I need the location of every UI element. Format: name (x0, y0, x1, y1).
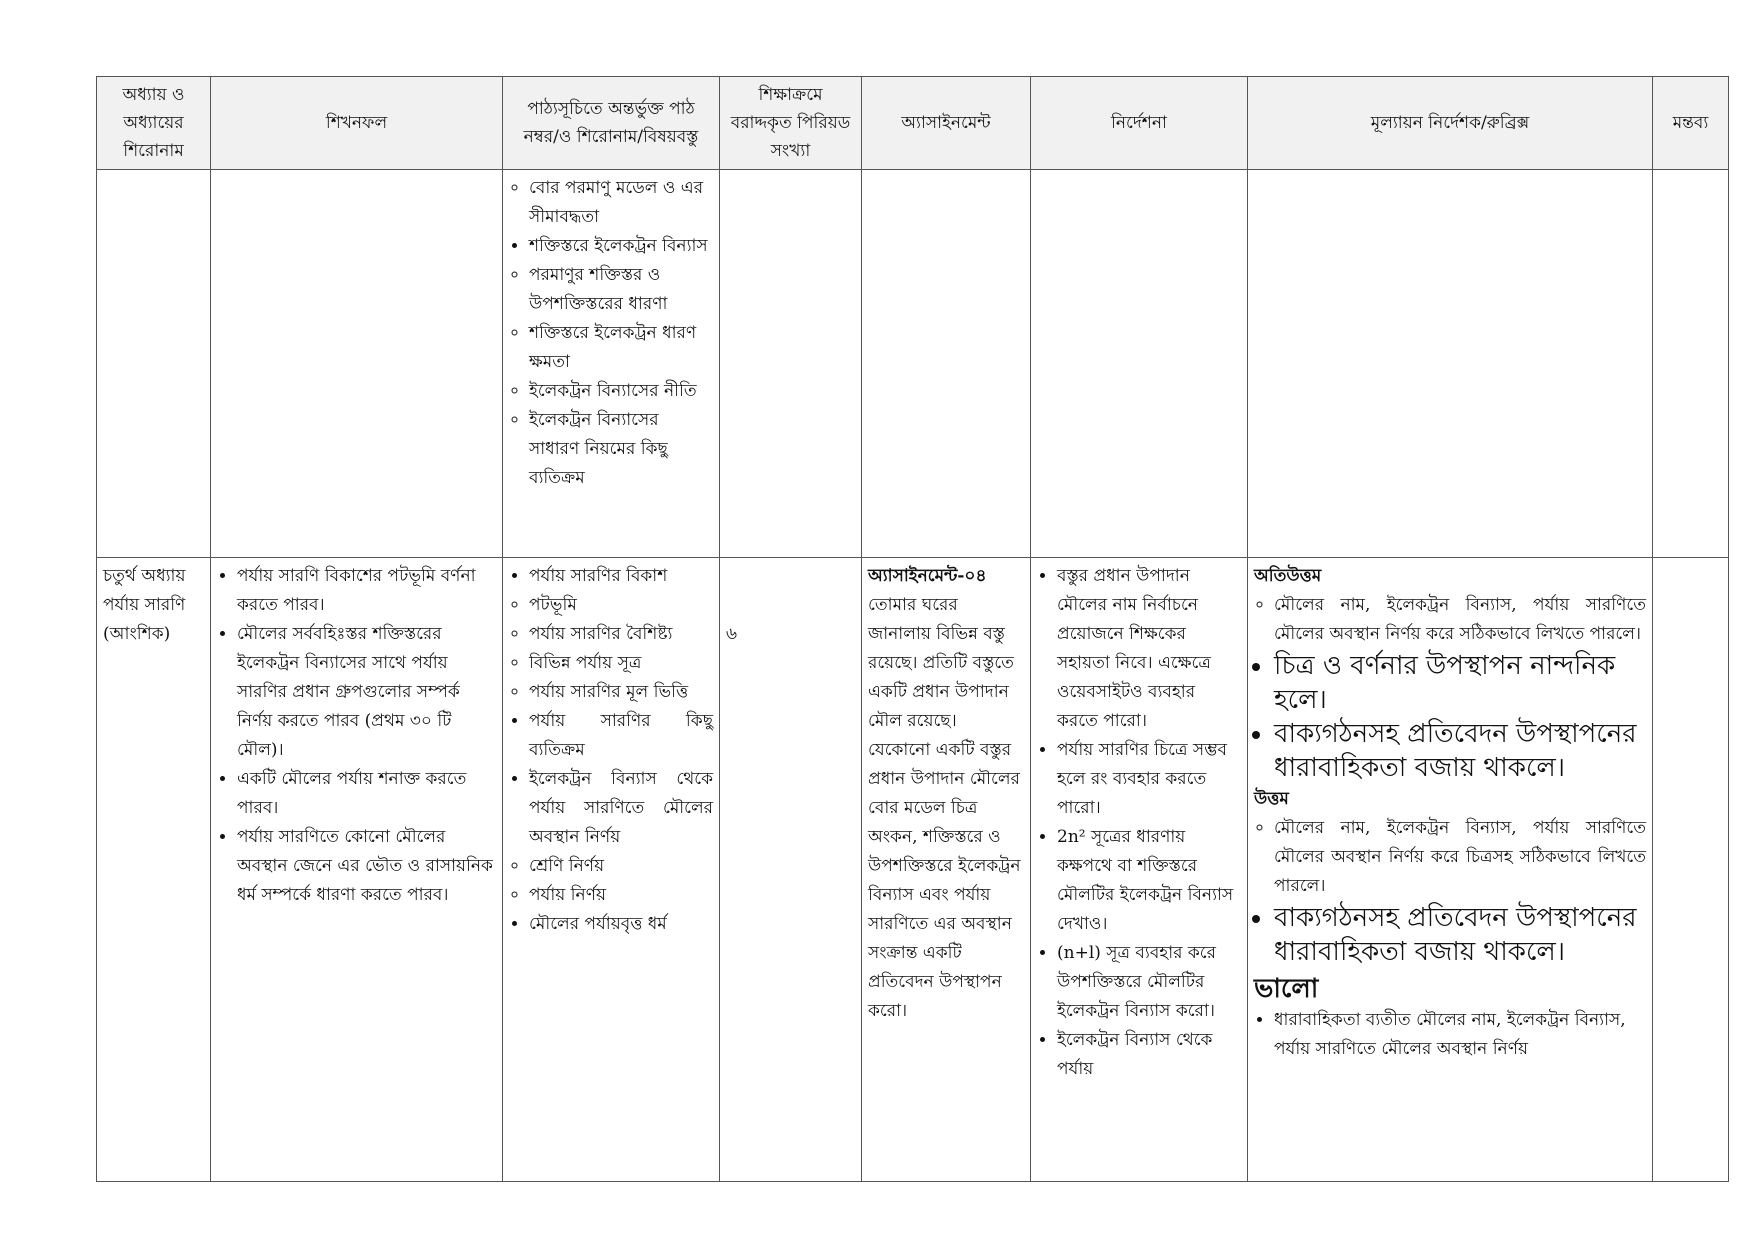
assignment-text: তোমার ঘরের জানালায় বিভিন্ন বস্তু রয়েছে। প্রতিটি বস্তুতে একটি প্রধান উপাদান মৌল রয়েছে। যেকোনো একটি বস্তুর প্রধান উপাদান মৌলের বোর মডেল চিত্র অংকন, শক্তিস্তরে ও উপশক্তিস্তরে ইলেকট্রন বিন্যাস এবং পর্যায় সারণিতে এর অবস্থান সংক্রান্ত একটি প্রতিবেদন উপস্থাপন করো। (868, 595, 1021, 1021)
header-assignment: অ্যাসাইনমেন্ট (862, 77, 1031, 170)
cell-outcomes-empty (211, 170, 503, 558)
header-lesson-content: পাঠ্যসূচিতে অন্তর্ভুক্ত পাঠ নম্বর/ও শিরোনাম/বিষয়বস্তু (503, 77, 720, 170)
list-item: • একটি মৌলের পর্যায় শনাক্ত করতে পারব। (237, 765, 496, 823)
table-row (97, 170, 1729, 558)
period-count: ৬ (726, 624, 738, 644)
list-item: ◦ শক্তিস্তরে ইলেকট্রন ধারণ ক্ষমতা (529, 319, 713, 377)
list-item: • পর্যায় সারণির বিকাশ (529, 562, 713, 591)
list-item: • শক্তিস্তরে ইলেকট্রন বিন্যাস (529, 232, 713, 261)
cell-periods (720, 558, 862, 1182)
header-chapter: অধ্যায় ও অধ্যায়ের শিরোনাম (97, 77, 211, 170)
cell-assignment (862, 558, 1031, 1182)
cell-remarks (1653, 558, 1729, 1182)
assignment-title: অ্যাসাইনমেন্ট-০৪ (868, 566, 987, 586)
list-item: ◦ ইলেকট্রন বিন্যাসের সাধারণ নিয়মের কিছু ব্যতিক্রম (529, 406, 713, 493)
list-item: • পর্যায় সারণি বিকাশের পটভূমি বর্ণনা করতে পারব। (237, 562, 496, 620)
header-guidelines: নির্দেশনা (1031, 77, 1248, 170)
outcomes-list (217, 562, 496, 910)
list-item: ◦ ইলেকট্রন বিন্যাসের নীতি (529, 377, 713, 406)
rubric-good-list (1254, 814, 1646, 901)
cell-rubric-empty (1248, 170, 1653, 558)
rubric-excellent-label: অতিউত্তম (1254, 566, 1322, 586)
list-item: • ধারাবাহিকতা ব্যতীত মৌলের নাম, ইলেকট্রন বিন্যাস, পর্যায় সারণিতে মৌলের অবস্থান নির্ণয় (1274, 1006, 1646, 1064)
rubric-fair-label: ভালো (1254, 974, 1319, 1004)
rubric-excellent-list-large (1254, 649, 1646, 785)
list-item: • মৌলের পর্যায়বৃত্ত ধর্ম (529, 910, 713, 939)
cell-chapter-empty (97, 170, 211, 558)
cell-chapter: চতুর্থ অধ্যায় পর্যায় সারণি (আংশিক) (97, 558, 211, 1182)
list-item: • চিত্র ও বর্ণনার উপস্থাপন নান্দনিক হলে। (1274, 649, 1646, 717)
list-item: ◦ পর্যায় সারণির মূল ভিত্তি (529, 678, 713, 707)
list-item: • বস্তুর প্রধান উপাদান মৌলের নাম নির্বাচনে প্রয়োজনে শিক্ষকের সহায়তা নিবে। এক্ষেত্রে ওয়েবসাইটও ব্যবহার করতে পারো। (1057, 562, 1241, 736)
header-row (97, 77, 1729, 170)
list-item: • বাক্যগঠনসহ প্রতিবেদন উপস্থাপনের ধারাবাহিকতা বজায় থাকলে। (1274, 717, 1646, 785)
syllabus-table (96, 76, 1729, 1182)
list-item: • মৌলের সর্ববহিঃস্তর শক্তিস্তরের ইলেকট্রন বিন্যাসের সাথে পর্যায় সারণির প্রধান গ্রুপগুলোর সম্পর্ক নির্ণয় করতে পারব (প্রথম ৩০ টি মৌল)। (237, 620, 496, 765)
list-item: ◦ শ্রেণি নির্ণয় (529, 852, 713, 881)
list-item: • ইলেকট্রন বিন্যাস থেকে পর্যায় (1057, 1026, 1241, 1084)
cell-periods-empty (720, 170, 862, 558)
header-learning-outcomes: শিখনফল (211, 77, 503, 170)
cell-guidelines (1031, 558, 1248, 1182)
list-item: ◦ বোর পরমাণু মডেল ও এর সীমাবদ্ধতা (529, 174, 713, 232)
list-item: ◦ মৌলের নাম, ইলেকট্রন বিন্যাস, পর্যায় সারণিতে মৌলের অবস্থান নির্ণয় করে চিত্রসহ সঠিকভাবে লিখতে পারলে। (1274, 814, 1646, 901)
content-list (509, 174, 713, 493)
list-item: • (n+l) সূত্র ব্যবহার করে উপশক্তিস্তরে মৌলটির ইলেকট্রন বিন্যাস করো। (1057, 939, 1241, 1026)
cell-outcomes (211, 558, 503, 1182)
list-item: • পর্যায় সারণিতে কোনো মৌলের অবস্থান জেনে এর ভৌত ও রাসায়নিক ধর্ম সম্পর্কে ধারণা করতে পারব। (237, 823, 496, 910)
cell-remarks-empty (1653, 170, 1729, 558)
list-item: • বাক্যগঠনসহ প্রতিবেদন উপস্থাপনের ধারাবাহিকতা বজায় থাকলে। (1274, 901, 1646, 969)
header-remarks: মন্তব্য (1653, 77, 1729, 170)
list-item: ◦ বিভিন্ন পর্যায় সূত্র (529, 649, 713, 678)
list-item: • ইলেকট্রন বিন্যাস থেকে পর্যায় সারণিতে মৌলের অবস্থান নির্ণয় (529, 765, 713, 852)
list-item: • পর্যায় সারণির চিত্রে সম্ভব হলে রং ব্যবহার করতে পারো। (1057, 736, 1241, 823)
list-item: • 2n² সূত্রের ধারণায় কক্ষপথে বা শক্তিস্তরে মৌলটির ইলেকট্রন বিন্যাস দেখাও। (1057, 823, 1241, 939)
cell-content (503, 170, 720, 558)
list-item: ◦ পর্যায় নির্ণয় (529, 881, 713, 910)
list-item: ◦ পরমাণুর শক্তিস্তর ও উপশক্তিস্তরের ধারণা (529, 261, 713, 319)
rubric-excellent-list (1254, 591, 1646, 649)
header-rubric: মূল্যায়ন নির্দেশক/রুব্রিক্স (1248, 77, 1653, 170)
cell-assignment-empty (862, 170, 1031, 558)
header-periods: শিক্ষাক্রমে বরাদ্দকৃত পিরিয়ড সংখ্যা (720, 77, 862, 170)
cell-guidelines-empty (1031, 170, 1248, 558)
rubric-fair-list (1254, 1006, 1646, 1064)
list-item: ◦ মৌলের নাম, ইলেকট্রন বিন্যাস, পর্যায় সারণিতে মৌলের অবস্থান নির্ণয় করে সঠিকভাবে লিখতে পারলে। (1274, 591, 1646, 649)
table-row (97, 558, 1729, 1182)
rubric-good-list-large (1254, 901, 1646, 969)
list-item: ◦ পটভূমি (529, 591, 713, 620)
cell-content (503, 558, 720, 1182)
content-list (509, 562, 713, 939)
list-item: ◦ পর্যায় সারণির বৈশিষ্ট্য (529, 620, 713, 649)
cell-rubric (1248, 558, 1653, 1182)
rubric-good-label: উত্তম (1254, 789, 1289, 809)
guidelines-list (1037, 562, 1241, 1084)
list-item: • পর্যায় সারণির কিছু ব্যতিক্রম (529, 707, 713, 765)
